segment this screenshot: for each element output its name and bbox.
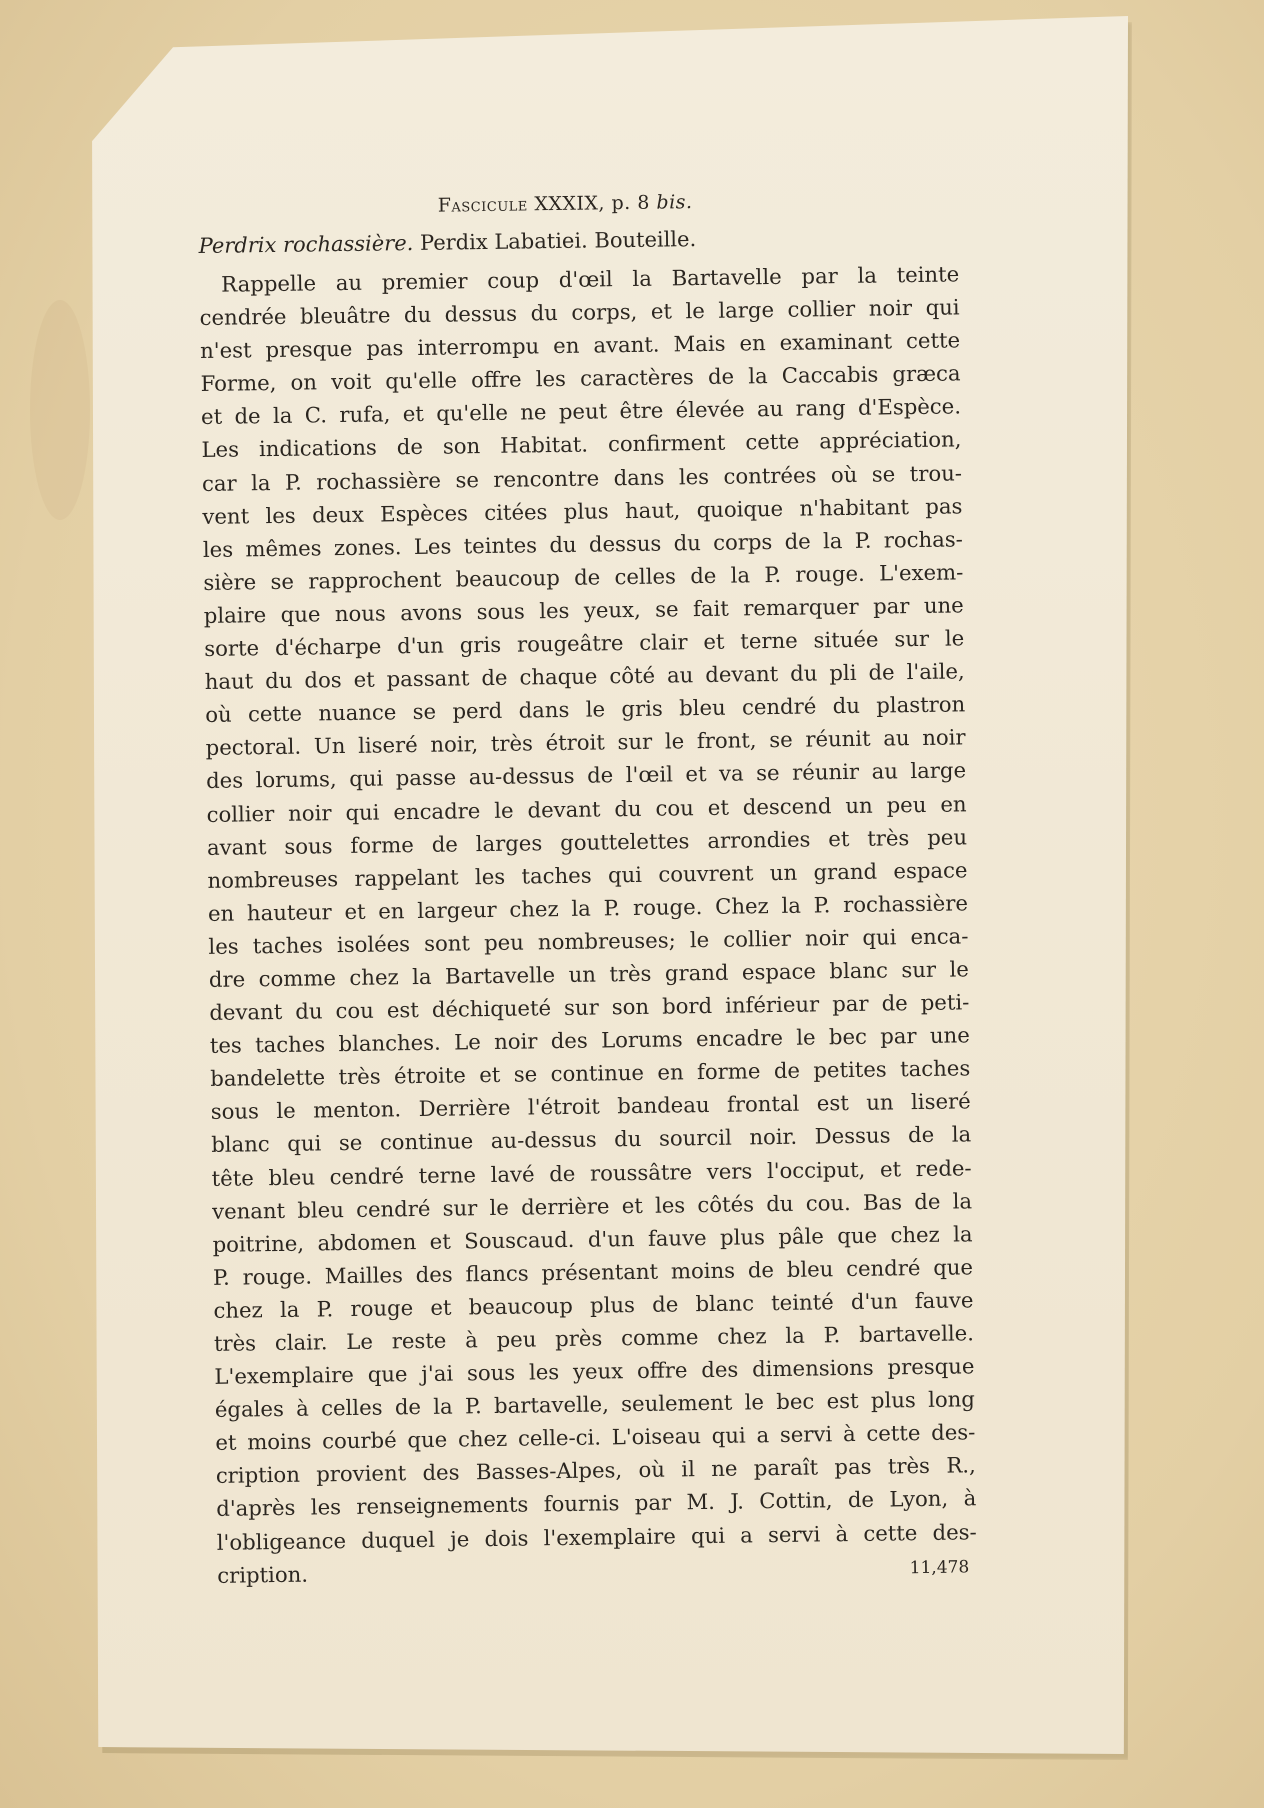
- text-line: les taches isolées sont peu nombreuses; le collier noir qui enca-: [208, 923, 969, 959]
- text-line: venant bleu cendré sur le derrière et les côtés du cou. Bas de la: [211, 1187, 973, 1224]
- text-line: chez la P. rouge et beaucoup plus de blanc teinté d'un fauve: [213, 1287, 974, 1323]
- text-line: dre comme chez la Bartavelle un très grand espace blanc sur le: [208, 956, 970, 992]
- text-line: en hauteur et en largeur chez la P. rouge. Chez la P. rochassière: [207, 890, 969, 926]
- species-title: [199, 223, 959, 258]
- text-line: plaire que nous avons sous les yeux, se fait remarquer par une: [203, 592, 964, 628]
- text-line: Les indications de son Habitat. confirment cette appréciation,: [201, 426, 962, 463]
- text-line: Forme, on voit qu'elle offre les caractères de la Caccabis græca: [200, 360, 961, 397]
- species-name: Perdrix rochassière.: [198, 230, 414, 258]
- text-line: poitrine, abdomen et Souscaud. d'un fauve plus pâle que chez la: [212, 1221, 973, 1257]
- text-line: et moins courbé que chez celle-ci. L'oiseau qui a servi à cette des-: [215, 1419, 976, 1456]
- text-line: sous le menton. Derrière l'étroit bandeau frontal est un liseré: [210, 1088, 971, 1125]
- text-line: tête bleu cendré terne lavé de roussâtre vers l'occiput, et rede-: [211, 1154, 972, 1191]
- text-line: nombreuses rappelant les taches qui couvrent un grand espace: [207, 857, 968, 893]
- text-line: blanc qui se continue au-dessus du sourcil noir. Dessus de la: [211, 1121, 972, 1158]
- text-line: collier noir qui encadre le devant du cou et descend un peu en: [206, 790, 967, 827]
- text-line: tes taches blanches. Le noir des Lorums encadre le bec par une: [209, 1022, 970, 1059]
- text-line: vent les deux Espèces citées plus haut, quoique n'habitant pas: [202, 493, 963, 529]
- text-line: bandelette très étroite et se continue en forme de petites taches: [210, 1055, 971, 1092]
- text-line: sorte d'écharpe d'un gris rougeâtre clair et terne située sur le: [204, 625, 965, 661]
- species-synonym: Perdix Labatiei. Bouteille.: [419, 227, 697, 255]
- text-line: l'obligeance duquel je dois l'exemplaire qui a servi à cette des-: [216, 1518, 977, 1555]
- text-line: des lorums, qui passe au-dessus de l'œil et va se réunir au large: [205, 757, 967, 794]
- text-line: très clair. Le reste à peu près comme chez la P. bartavelle.: [213, 1320, 975, 1356]
- header-page: p. 8: [611, 191, 651, 215]
- text-line: pectoral. Un liseré noir, très étroit sur le front, se réunit au noir: [205, 724, 966, 761]
- text-line: cendrée bleuâtre du dessus du corps, et le large collier noir qui: [199, 294, 960, 331]
- text-line: sière se rapprochent beaucoup de celles de la P. rouge. L'exem-: [203, 559, 964, 595]
- text-line: car la P. rochassière se rencontre dans les contrées où se trou-: [201, 459, 963, 496]
- final-word: cription.: [217, 1561, 309, 1588]
- paper-stain: [30, 300, 90, 520]
- document-text: [198, 187, 977, 1594]
- header-prefix: Fascicule: [437, 193, 528, 217]
- header-suffix: bis.: [656, 191, 693, 214]
- text-line: L'exemplaire que j'ai sous les yeux offre des dimensions presque: [214, 1353, 975, 1389]
- text-line: et de la C. rufa, et qu'elle ne peut être élevée au rang d'Espèce.: [200, 393, 962, 430]
- text-line: cription provient des Basses-Alpes, où il ne paraît pas très R.,: [215, 1452, 976, 1489]
- text-line: haut du dos et passant de chaque côté au devant du pli de l'aile,: [204, 658, 965, 695]
- text-line: Rappelle au premier coup d'œil la Bartavelle par la teinte: [221, 261, 960, 297]
- text-line: égales à celles de la P. bartavelle, seulement le bec est plus long: [214, 1386, 976, 1423]
- text-line: n'est presque pas interrompu en avant. Mais en examinant cette: [199, 327, 961, 364]
- catalog-number: 11,478: [909, 1557, 970, 1578]
- text-line: les mêmes zones. Les teintes du dessus du corps de la P. rochas-: [202, 526, 964, 562]
- text-line: devant du cou est déchiqueté sur son bord inférieur par de peti-: [209, 989, 970, 1025]
- text-line: d'après les renseignements fournis par M. J. Cottin, de Lyon, à: [216, 1485, 977, 1522]
- text-line: où cette nuance se perd dans le gris bleu cendré du plastron: [205, 691, 966, 728]
- text-line: avant sous forme de larges gouttelettes arrondies et très peu: [206, 823, 968, 860]
- text-line: P. rouge. Mailles des flancs présentant moins de bleu cendré que: [212, 1254, 974, 1290]
- description-paragraph: [199, 257, 977, 1594]
- header-numeral: XXXIX,: [534, 192, 606, 216]
